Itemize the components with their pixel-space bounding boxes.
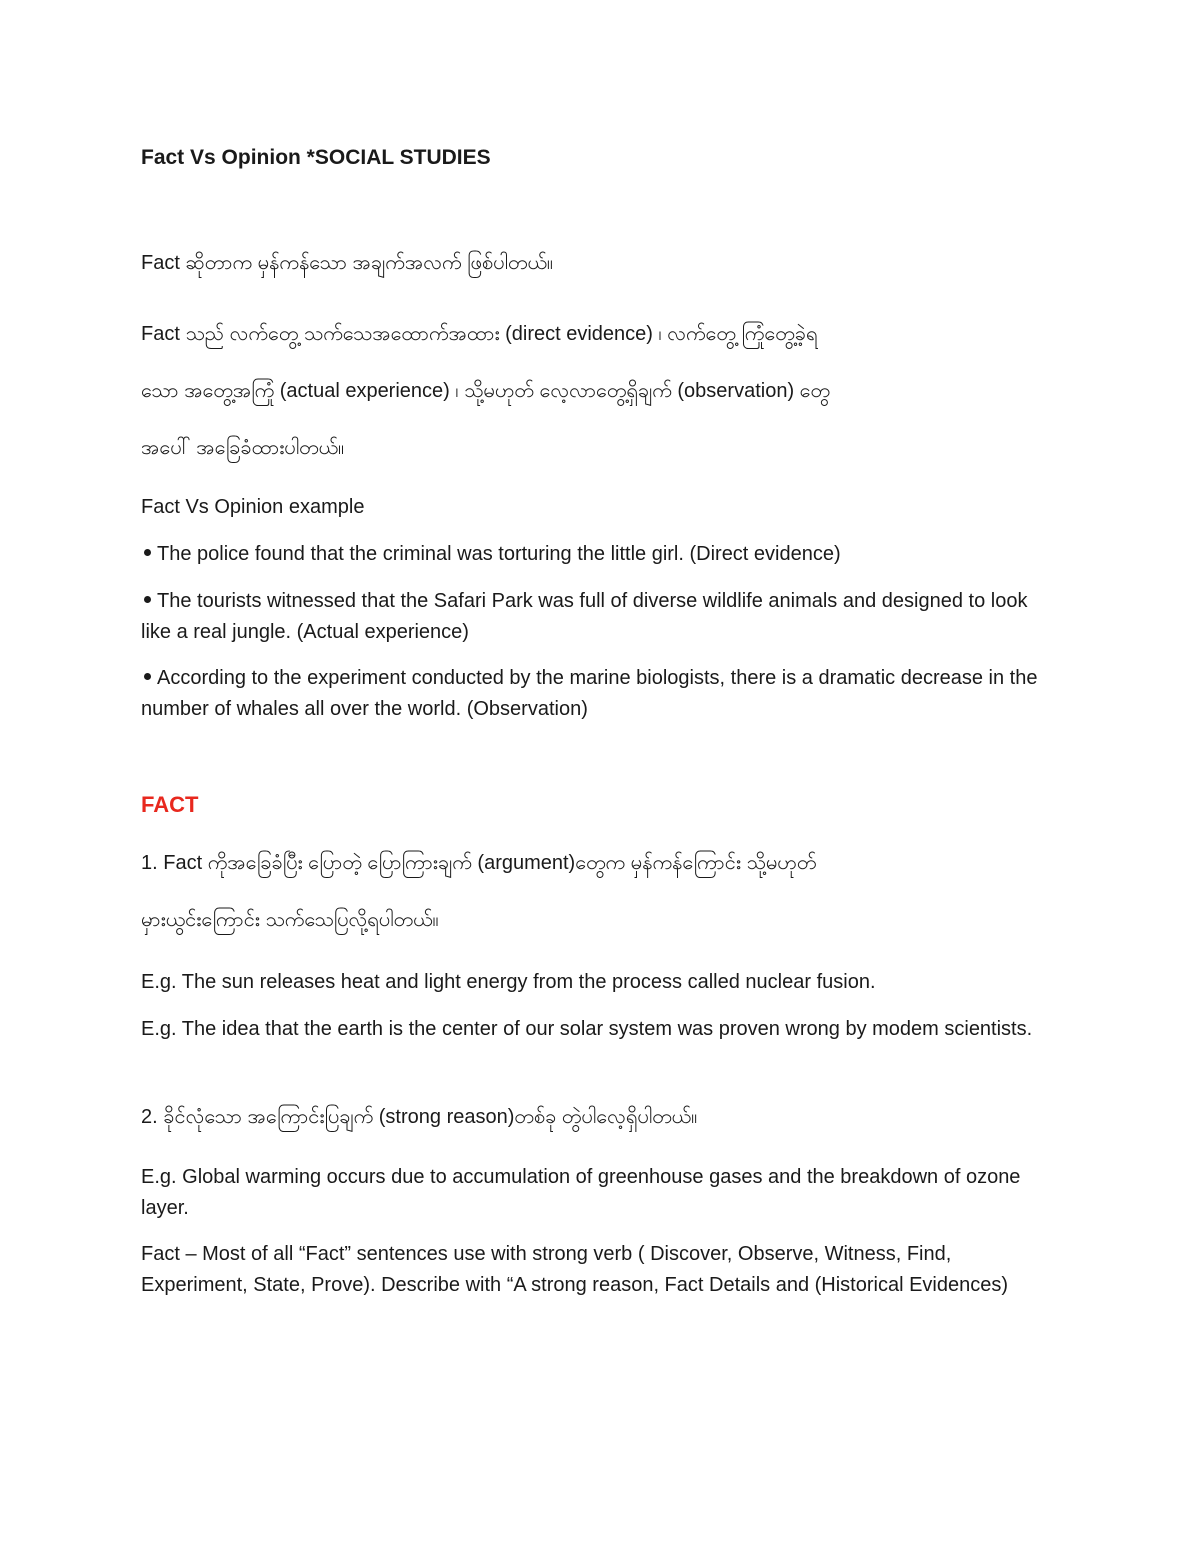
fact-point-2: 2. ခိုင်လုံသော အကြောင်းပြချက် (strong reason)တစ်ခု တွဲပါလေ့ရှိပါတယ်။ — [141, 1106, 698, 1128]
example-sentence: E.g. The idea that the earth is the center of our solar system was proven wrong by modem scientists. — [141, 1018, 1033, 1040]
bullet-text: According to the experiment conducted by the marine biologists, there is a dramatic decrease in the number of whales all over the world. (Observation) — [141, 667, 1038, 720]
bullet-text: The tourists witnessed that the Safari Park was full of diverse wildlife animals and designed to look like a real jungle. (Actual experience) — [141, 590, 1028, 643]
fact-point-1 — [141, 835, 1061, 949]
bullet-item — [141, 663, 1061, 725]
fact-basis-paragraph — [141, 306, 1061, 477]
bullet-icon — [144, 549, 151, 556]
bullet-text: The police found that the criminal was torturing the little girl. (Direct evidence) — [157, 543, 841, 565]
example-heading: Fact Vs Opinion example — [141, 496, 365, 518]
fact-point-1-line-1: 1. Fact ကိုအခြေခံပြီး ပြောတဲ့ ပြောကြားချက် (argument)တွေက မှန်ကန်ကြောင်း သို့မဟုတ် — [141, 852, 817, 874]
bullet-icon — [144, 596, 151, 603]
fact-section-heading: FACT — [141, 792, 199, 817]
document-title: Fact Vs Opinion *SOCIAL STUDIES — [141, 146, 491, 169]
bullet-icon — [144, 673, 151, 680]
fact-point-1-line-2: မှားယွင်းကြောင်း သက်သေပြလို့ရပါတယ်။ — [141, 909, 439, 931]
fact-summary: Fact – Most of all “Fact” sentences use with strong verb ( Discover, Observe, Witness, Find, Experiment, State, Prove). Describe with “A strong reason, Fact Details and (Historical Evidences) — [141, 1243, 1009, 1296]
example-sentence: E.g. Global warming occurs due to accumulation of greenhouse gases and the breakdown of ozone layer. — [141, 1166, 1021, 1219]
example-sentence: E.g. The sun releases heat and light energy from the process called nuclear fusion. — [141, 971, 876, 993]
fact-basis-line-3: အပေါ် အခြေခံထားပါတယ်။ — [141, 437, 345, 459]
fact-basis-line-1: Fact သည် လက်တွေ့ သက်သေအထောက်အထား (direct evidence) ၊ လက်တွေ့ ကြုံတွေ့ခဲ့ရ — [141, 323, 818, 345]
fact-basis-line-2: သော အတွေ့အကြုံ (actual experience) ၊ သို့မဟုတ် လေ့လာတွေ့ရှိချက် (observation) တွေ — [141, 380, 831, 402]
bullet-item — [141, 539, 1061, 570]
fact-definition: Fact ဆိုတာက မှန်ကန်သော အချက်အလက် ဖြစ်ပါတယ်။ — [141, 252, 553, 274]
bullet-item — [141, 586, 1061, 648]
